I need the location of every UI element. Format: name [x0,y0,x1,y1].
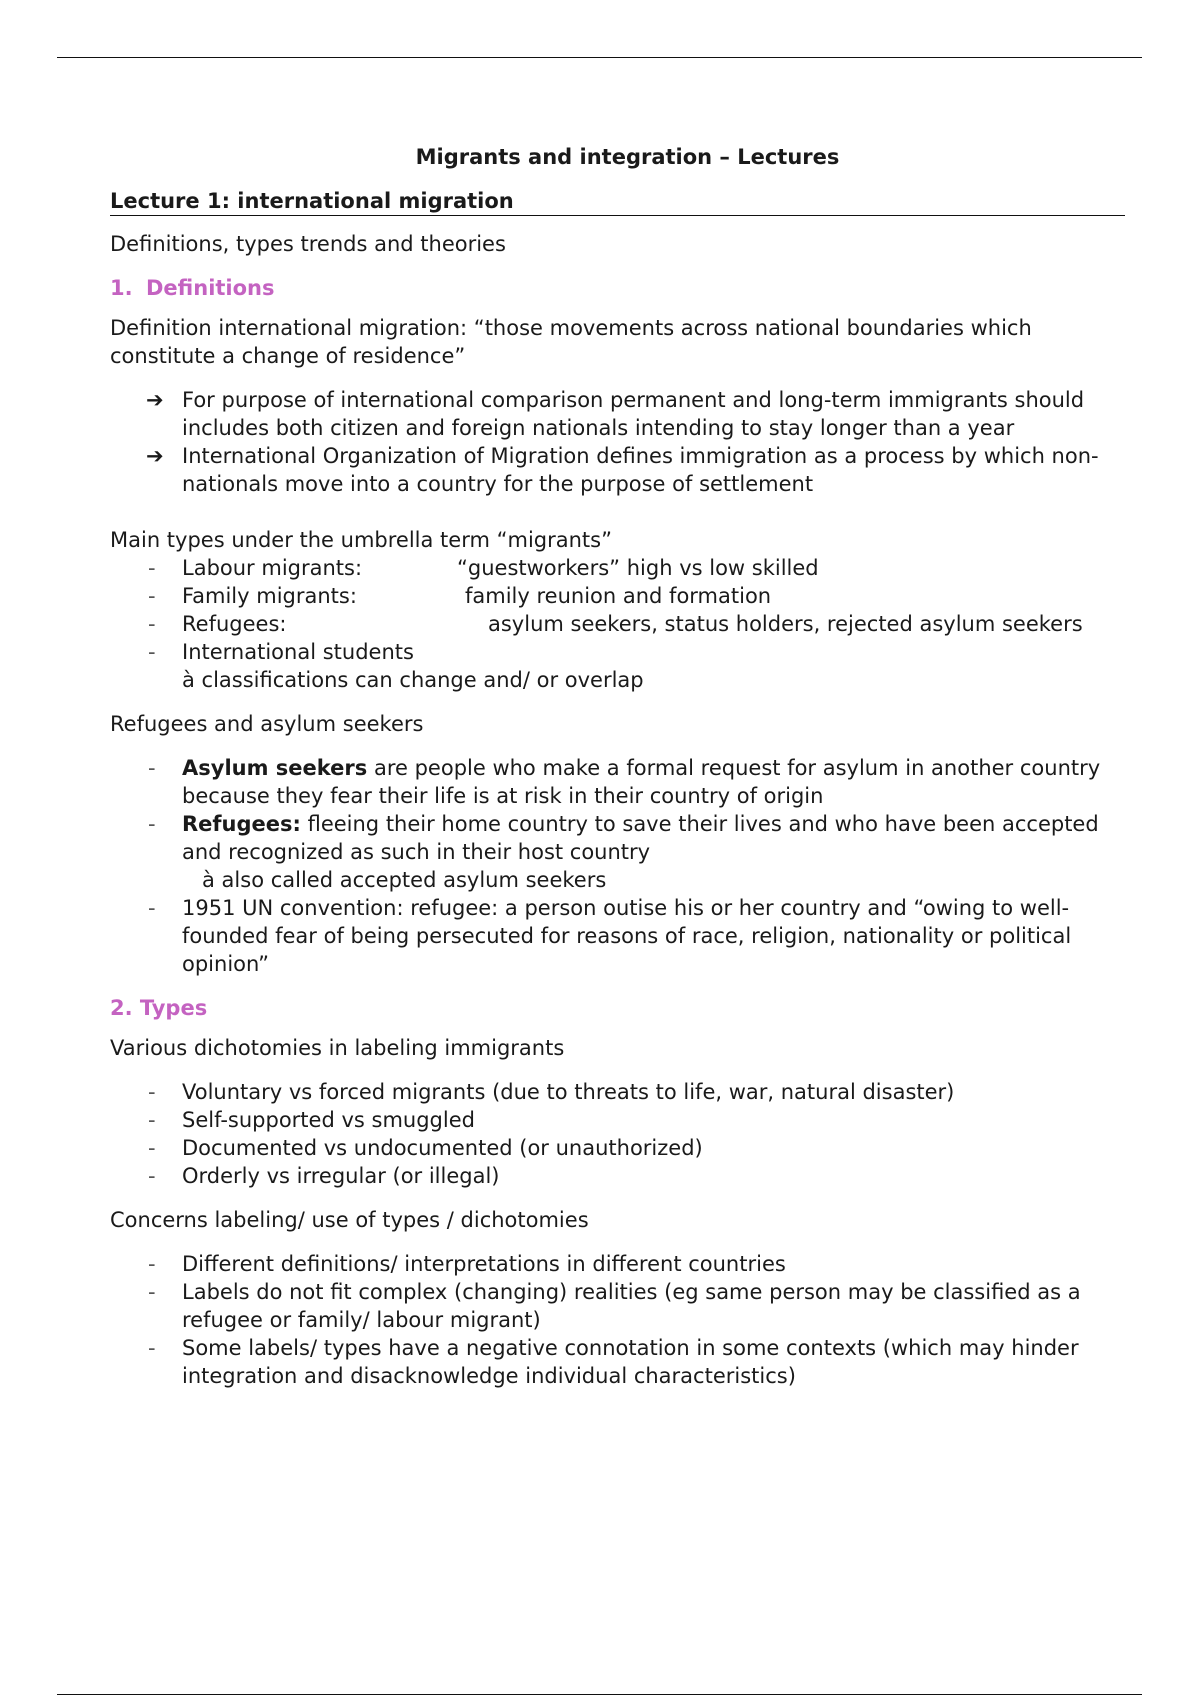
list-item [110,554,1125,582]
dash-bullet: - [148,756,156,780]
dichotomies-intro: Various dichotomies in labeling immigrants [110,1036,565,1060]
dash-bullet: - [148,556,156,580]
type-description: “guestworkers” high vs low skilled [457,556,819,580]
refugees-intro: Refugees and asylum seekers [110,712,424,736]
term-bold: Asylum seekers [182,756,368,780]
dash-bullet: - [148,1164,156,1188]
type-label: Refugees: [182,612,287,636]
dash-bullet: - [148,1336,156,1360]
list-item [110,754,1125,810]
list-item [110,582,1125,610]
list-item [110,1250,1125,1278]
arrow-list [110,386,1125,498]
list-item [110,638,1125,666]
refugee-note: à also called accepted asylum seekers [202,868,607,892]
type-label: Labour migrants: [182,556,363,580]
header-rule [57,57,1142,58]
term-bold: Refugees: [182,812,301,836]
concerns-intro: Concerns labeling/ use of types / dichotomies [110,1208,589,1232]
section-number: 1. [110,276,133,300]
type-description: asylum seekers, status holders, rejected asylum seekers [488,612,1083,636]
dash-bullet: - [148,1280,156,1304]
dash-bullet: - [148,1108,156,1132]
dash-bullet: - [148,584,156,608]
dash-bullet: - [148,1080,156,1104]
lecture-intro: Definitions, types trends and theories [110,232,506,256]
document-page [110,143,1125,1406]
types-intro: Main types under the umbrella term “migrants” [110,528,612,552]
dash-bullet: - [148,1136,156,1160]
types-note: à classifications can change and/ or overlap [182,668,644,692]
list-item-text: Voluntary vs forced migrants (due to threats to life, war, natural disaster) [182,1080,955,1104]
dash-bullet: - [148,812,156,836]
list-item [110,1134,1125,1162]
dash-bullet: - [148,612,156,636]
concerns-list [110,1250,1125,1390]
dash-bullet: - [148,1252,156,1276]
section-heading-definitions [110,274,1125,302]
section-title: Types [139,996,208,1020]
term-definition: are people who make a formal request for asylum in another country because they fear their life is at risk in their country of origin [182,756,1101,808]
list-item [110,1078,1125,1106]
migrant-types-list [110,554,1125,666]
section-heading-types [110,994,1125,1022]
footer-rule [57,1694,1142,1695]
term-definition: fleeing their home country to save their lives and who have been accepted and recognized as such in their host country [182,812,1099,864]
list-item [110,386,1125,442]
term-definition: 1951 UN convention: refugee: a person outise his or her country and “owing to well-founded fear of being persecuted for reasons of race, religion, nationality or political opinion” [182,896,1072,976]
list-item-text: Labels do not fit complex (changing) realities (eg same person may be classified as a refugee or family/ labour migrant) [182,1280,1081,1332]
list-item [110,1162,1125,1190]
list-item [110,610,1125,638]
definition-paragraph: Definition international migration: “those movements across national boundaries which constitute a change of residence” [110,316,1032,368]
list-item [110,1106,1125,1134]
refugee-list [110,754,1125,978]
type-label: Family migrants: [182,584,357,608]
section-number: 2. [110,996,133,1020]
dash-bullet: - [148,640,156,664]
type-label: International students [182,640,414,664]
list-item-text: For purpose of international comparison permanent and long-term immigrants should includes both citizen and foreign nationals intending to stay longer than a year [182,388,1085,440]
document-title: Migrants and integration – Lectures [415,145,840,169]
arrow-bullet-icon: ➔ [146,388,164,412]
list-item-text: Some labels/ types have a negative connotation in some contexts (which may hinder integration and disacknowledge individual characteristics) [182,1336,1079,1388]
list-item-text: Orderly vs irregular (or illegal) [182,1164,500,1188]
arrow-bullet-icon: ➔ [146,444,164,468]
list-item [110,1334,1125,1390]
section-title: Definitions [146,276,275,300]
lecture-heading: Lecture 1: international migration [110,187,1125,216]
list-item-text: Different definitions/ interpretations in different countries [182,1252,786,1276]
list-item-text: Documented vs undocumented (or unauthorized) [182,1136,703,1160]
list-item [110,442,1125,498]
list-item [110,894,1125,978]
type-description: family reunion and formation [465,584,772,608]
list-item-text: International Organization of Migration defines immigration as a process by which non-nationals move into a country for the purpose of settlement [182,444,1099,496]
list-item [110,1278,1125,1334]
list-item-text: Self-supported vs smuggled [182,1108,475,1132]
dash-bullet: - [148,896,156,920]
list-item [110,810,1125,894]
dichotomies-list [110,1078,1125,1190]
